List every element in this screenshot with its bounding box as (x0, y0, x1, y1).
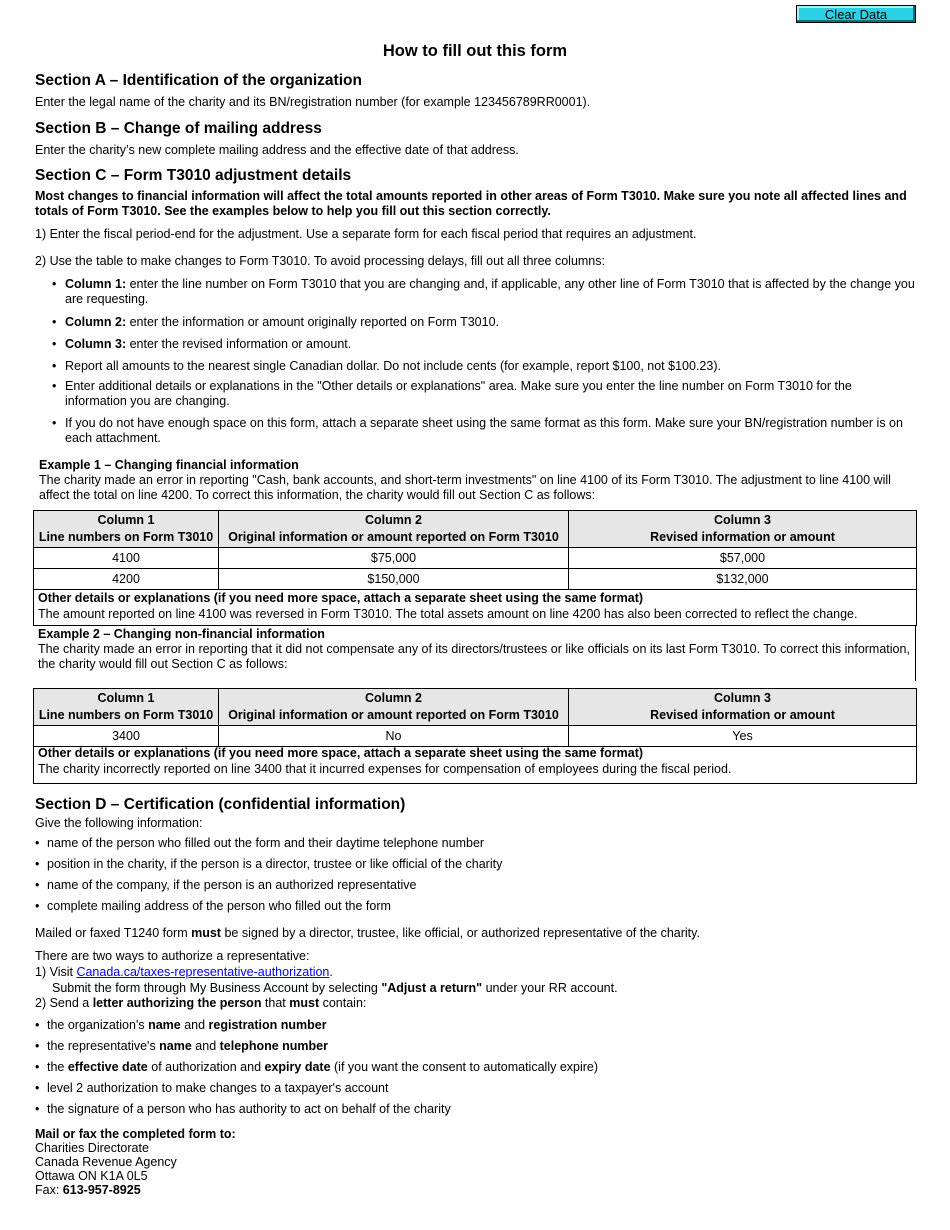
section-d-list (35, 835, 502, 919)
other-details-heading: Other details or explanations (if you need more space, attach a separate sheet using the same format) (38, 746, 644, 760)
way-2: 2) Send a letter authorizing the person that must contain: (35, 996, 367, 1010)
example1-title: Example 1 – Changing financial information (39, 458, 299, 472)
address-line: Ottawa ON K1A 0L5 (35, 1169, 148, 1183)
list-item: • Column 1: enter the line number on Form T3010 that you are changing and, if applicable, any other line of Form T3010 that is affected by the change you are requesting. (35, 277, 915, 315)
list-item: • the effective date of authorization and expiry date (if you want the consent to automatically expire) (35, 1059, 598, 1080)
other-details-heading: Other details or explanations (if you need more space, attach a separate sheet using the same format) (38, 591, 644, 605)
table-row: 3400 No Yes (34, 726, 917, 747)
example1-text: The charity made an error in reporting "Cash, bank accounts, and short-term investments" on line 4100 of its Form T3010. The adjustment to line 4100 will affect the total on line 4200. To correct this information, the charity would fill out Section C as follows: (39, 473, 891, 502)
list-item: • Enter additional details or explanations in the "Other details or explanations" area. Make sure you enter the line number on Form T3010 for the information you are changing. (35, 379, 915, 416)
section-b-text: Enter the charity’s new complete mailing address and the effective date of that address. (35, 143, 519, 157)
example2-other-details (33, 745, 917, 784)
mailing-address-block (35, 1127, 236, 1197)
list-item: • the signature of a person who has authority to act on behalf of the charity (35, 1101, 598, 1122)
column-2-header: Column 2 Original information or amount reported on Form T3010 (219, 511, 569, 548)
column-2-header: Column 2 Original information or amount reported on Form T3010 (219, 689, 569, 726)
example2-box (33, 626, 916, 681)
list-item: • position in the charity, if the person is a director, trustee or like official of the charity (35, 856, 502, 877)
list-item: • level 2 authorization to make changes to a taxpayer's account (35, 1080, 598, 1101)
address-line: Canada Revenue Agency (35, 1155, 177, 1169)
list-item: • Report all amounts to the nearest single Canadian dollar. Do not include cents (for example, report $100, not $100.23). (35, 359, 915, 374)
column-3-header: Column 3 Revised information or amount (569, 689, 917, 726)
column-3-header: Column 3 Revised information or amount (569, 511, 917, 548)
ways-intro: There are two ways to authorize a representative: (35, 949, 310, 963)
signature-requirement: Mailed or faxed T1240 form must be signed by a director, trustee, like official, or authorized representative of the charity. (35, 926, 700, 940)
table-row: 4200 $150,000 $132,000 (34, 569, 917, 590)
section-c-step1: 1) Enter the fiscal period-end for the adjustment. Use a separate form for each fiscal period that requires an adjustment. (35, 227, 697, 241)
section-c-bullets (35, 277, 915, 374)
list-item: • complete mailing address of the person who filled out the form (35, 898, 502, 919)
section-c-warning: Most changes to financial information will affect the total amounts reported in other areas of Form T3010. Make sure you note all affected lines and totals of Form T3010. See the examples below to help you fill out this section correctly. (35, 189, 907, 218)
example1-table (33, 510, 917, 590)
list-item: • name of the company, if the person is an authorized representative (35, 877, 502, 898)
table-row: 4100 $75,000 $57,000 (34, 548, 917, 569)
representative-authorization-link[interactable]: Canada.ca/taxes-representative-authorization (76, 965, 330, 979)
column-1-header: Column 1 Line numbers on Form T3010 (34, 689, 219, 726)
column-1-header: Column 1 Line numbers on Form T3010 (34, 511, 219, 548)
list-item: • Column 2: enter the information or amount originally reported on Form T3010. (35, 315, 915, 337)
section-b-heading: Section B – Change of mailing address (35, 120, 322, 137)
section-a-text: Enter the legal name of the charity and its BN/registration number (for example 123456789RR0001). (35, 95, 591, 109)
clear-data-button[interactable]: Clear Data (796, 5, 916, 23)
way-1: 1) Visit Canada.ca/taxes-representative-authorization. (35, 965, 333, 979)
example2-title: Example 2 – Changing non-financial information (38, 627, 325, 641)
address-line: Charities Directorate (35, 1141, 149, 1155)
other-details-text: The amount reported on line 4100 was reversed in Form T3010. The total assets amount on line 4200 has also been corrected to reflect the change. (38, 607, 858, 622)
page-title: How to fill out this form (382, 42, 568, 60)
mail-heading: Mail or fax the completed form to: (35, 1127, 236, 1141)
example2-table (33, 688, 917, 747)
section-d-heading: Section D – Certification (confidential information) (35, 796, 406, 813)
section-c-bullets-2 (35, 379, 915, 446)
list-item: • Column 3: enter the revised information or amount. (35, 337, 915, 359)
list-item: • name of the person who filled out the form and their daytime telephone number (35, 835, 502, 856)
example1-other-details (33, 590, 917, 626)
list-item: • the representative's name and telephone number (35, 1038, 598, 1059)
letter-requirements-list (35, 1017, 598, 1122)
list-item: • the organization's name and registration number (35, 1017, 598, 1038)
section-a-heading: Section A – Identification of the organization (35, 72, 362, 89)
section-c-heading: Section C – Form T3010 adjustment details (35, 167, 352, 184)
section-c-step2: 2) Use the table to make changes to Form T3010. To avoid processing delays, fill out all three columns: (35, 254, 605, 268)
example2-text: The charity made an error in reporting that it did not compensate any of its directors/trustees or like officials on its last Form T3010. To correct this information, the charity would fill out Section C as follows: (38, 642, 910, 672)
list-item: • If you do not have enough space on this form, attach a separate sheet using the same format as this form. Make sure your BN/registration number is on each attachment. (35, 416, 915, 446)
other-details-text: The charity incorrectly reported on line 3400 that it incurred expenses for compensation of employees during the fiscal period. (38, 762, 732, 777)
section-d-intro: Give the following information: (35, 816, 203, 830)
fax-line: Fax: 613-957-8925 (35, 1183, 141, 1197)
way-1-detail: Submit the form through My Business Account by selecting "Adjust a return" under your RR account. (52, 981, 618, 995)
